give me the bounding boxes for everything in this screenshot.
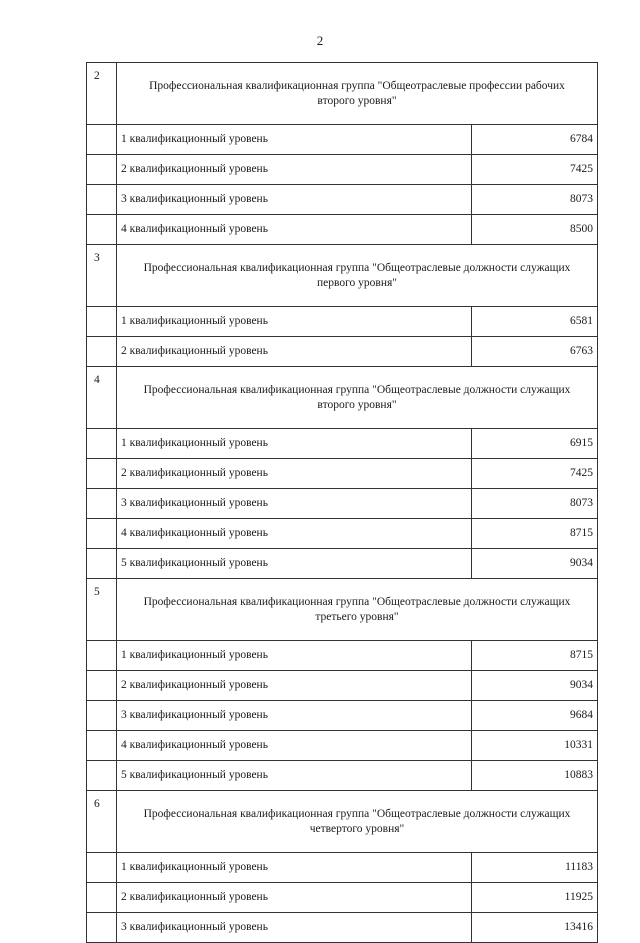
level-row (87, 701, 598, 731)
level-salary-value: 13416 (472, 913, 598, 943)
level-row (87, 337, 598, 367)
group-number: 4 (87, 367, 117, 429)
level-number-cell (87, 215, 117, 245)
level-label: 3 квалификационный уровень (117, 489, 472, 519)
level-number-cell (87, 185, 117, 215)
salary-table (86, 62, 598, 943)
level-label: 4 квалификационный уровень (117, 519, 472, 549)
group-header-row (87, 63, 598, 125)
level-row (87, 913, 598, 943)
level-salary-value: 9034 (472, 549, 598, 579)
level-salary-value: 9684 (472, 701, 598, 731)
level-row (87, 853, 598, 883)
group-header-row (87, 579, 598, 641)
group-header-row (87, 245, 598, 307)
level-label: 2 квалификационный уровень (117, 671, 472, 701)
level-label: 1 квалификационный уровень (117, 429, 472, 459)
level-row (87, 155, 598, 185)
level-row (87, 489, 598, 519)
level-row (87, 883, 598, 913)
level-salary-value: 8073 (472, 185, 598, 215)
level-number-cell (87, 641, 117, 671)
level-row (87, 185, 598, 215)
level-number-cell (87, 519, 117, 549)
level-label: 5 квалификационный уровень (117, 761, 472, 791)
level-row (87, 519, 598, 549)
level-number-cell (87, 307, 117, 337)
level-row (87, 761, 598, 791)
level-label: 5 квалификационный уровень (117, 549, 472, 579)
level-number-cell (87, 701, 117, 731)
level-salary-value: 8715 (472, 519, 598, 549)
group-title: Профессиональная квалификационная группа "Общеотраслевые профессии рабочих второго уровня" (117, 63, 598, 125)
level-label: 3 квалификационный уровень (117, 913, 472, 943)
level-number-cell (87, 913, 117, 943)
level-number-cell (87, 549, 117, 579)
level-salary-value: 6763 (472, 337, 598, 367)
group-title: Профессиональная квалификационная группа "Общеотраслевые должности служащих второго уровня" (117, 367, 598, 429)
level-number-cell (87, 429, 117, 459)
level-label: 1 квалификационный уровень (117, 853, 472, 883)
group-number: 5 (87, 579, 117, 641)
level-number-cell (87, 883, 117, 913)
level-label: 3 квалификационный уровень (117, 185, 472, 215)
level-salary-value: 6581 (472, 307, 598, 337)
level-salary-value: 8073 (472, 489, 598, 519)
level-row (87, 459, 598, 489)
level-salary-value: 8715 (472, 641, 598, 671)
level-label: 1 квалификационный уровень (117, 307, 472, 337)
level-salary-value: 10331 (472, 731, 598, 761)
level-number-cell (87, 337, 117, 367)
level-number-cell (87, 671, 117, 701)
level-number-cell (87, 761, 117, 791)
page-number: 2 (316, 33, 324, 48)
level-salary-value: 6915 (472, 429, 598, 459)
level-label: 2 квалификационный уровень (117, 883, 472, 913)
level-label: 3 квалификационный уровень (117, 701, 472, 731)
level-row (87, 671, 598, 701)
level-salary-value: 9034 (472, 671, 598, 701)
level-number-cell (87, 125, 117, 155)
level-salary-value: 10883 (472, 761, 598, 791)
level-row (87, 307, 598, 337)
level-row (87, 549, 598, 579)
level-row (87, 215, 598, 245)
level-number-cell (87, 489, 117, 519)
group-header-row (87, 791, 598, 853)
level-number-cell (87, 155, 117, 185)
level-salary-value: 7425 (472, 155, 598, 185)
level-salary-value: 8500 (472, 215, 598, 245)
level-label: 4 квалификационный уровень (117, 215, 472, 245)
group-number: 6 (87, 791, 117, 853)
level-row (87, 641, 598, 671)
group-title: Профессиональная квалификационная группа "Общеотраслевые должности служащих четвертого уровня" (117, 791, 598, 853)
level-row (87, 429, 598, 459)
level-label: 1 квалификационный уровень (117, 125, 472, 155)
level-label: 1 квалификационный уровень (117, 641, 472, 671)
level-label: 2 квалификационный уровень (117, 459, 472, 489)
level-number-cell (87, 731, 117, 761)
salary-table-body (87, 63, 598, 943)
level-label: 2 квалификационный уровень (117, 337, 472, 367)
level-number-cell (87, 853, 117, 883)
level-salary-value: 11183 (472, 853, 598, 883)
group-title: Профессиональная квалификационная группа "Общеотраслевые должности служащих первого уровня" (117, 245, 598, 307)
level-row (87, 125, 598, 155)
level-salary-value: 6784 (472, 125, 598, 155)
level-label: 4 квалификационный уровень (117, 731, 472, 761)
level-salary-value: 7425 (472, 459, 598, 489)
level-row (87, 731, 598, 761)
group-number: 3 (87, 245, 117, 307)
level-salary-value: 11925 (472, 883, 598, 913)
group-title: Профессиональная квалификационная группа "Общеотраслевые должности служащих третьего уровня" (117, 579, 598, 641)
group-number: 2 (87, 63, 117, 125)
group-header-row (87, 367, 598, 429)
level-number-cell (87, 459, 117, 489)
level-label: 2 квалификационный уровень (117, 155, 472, 185)
